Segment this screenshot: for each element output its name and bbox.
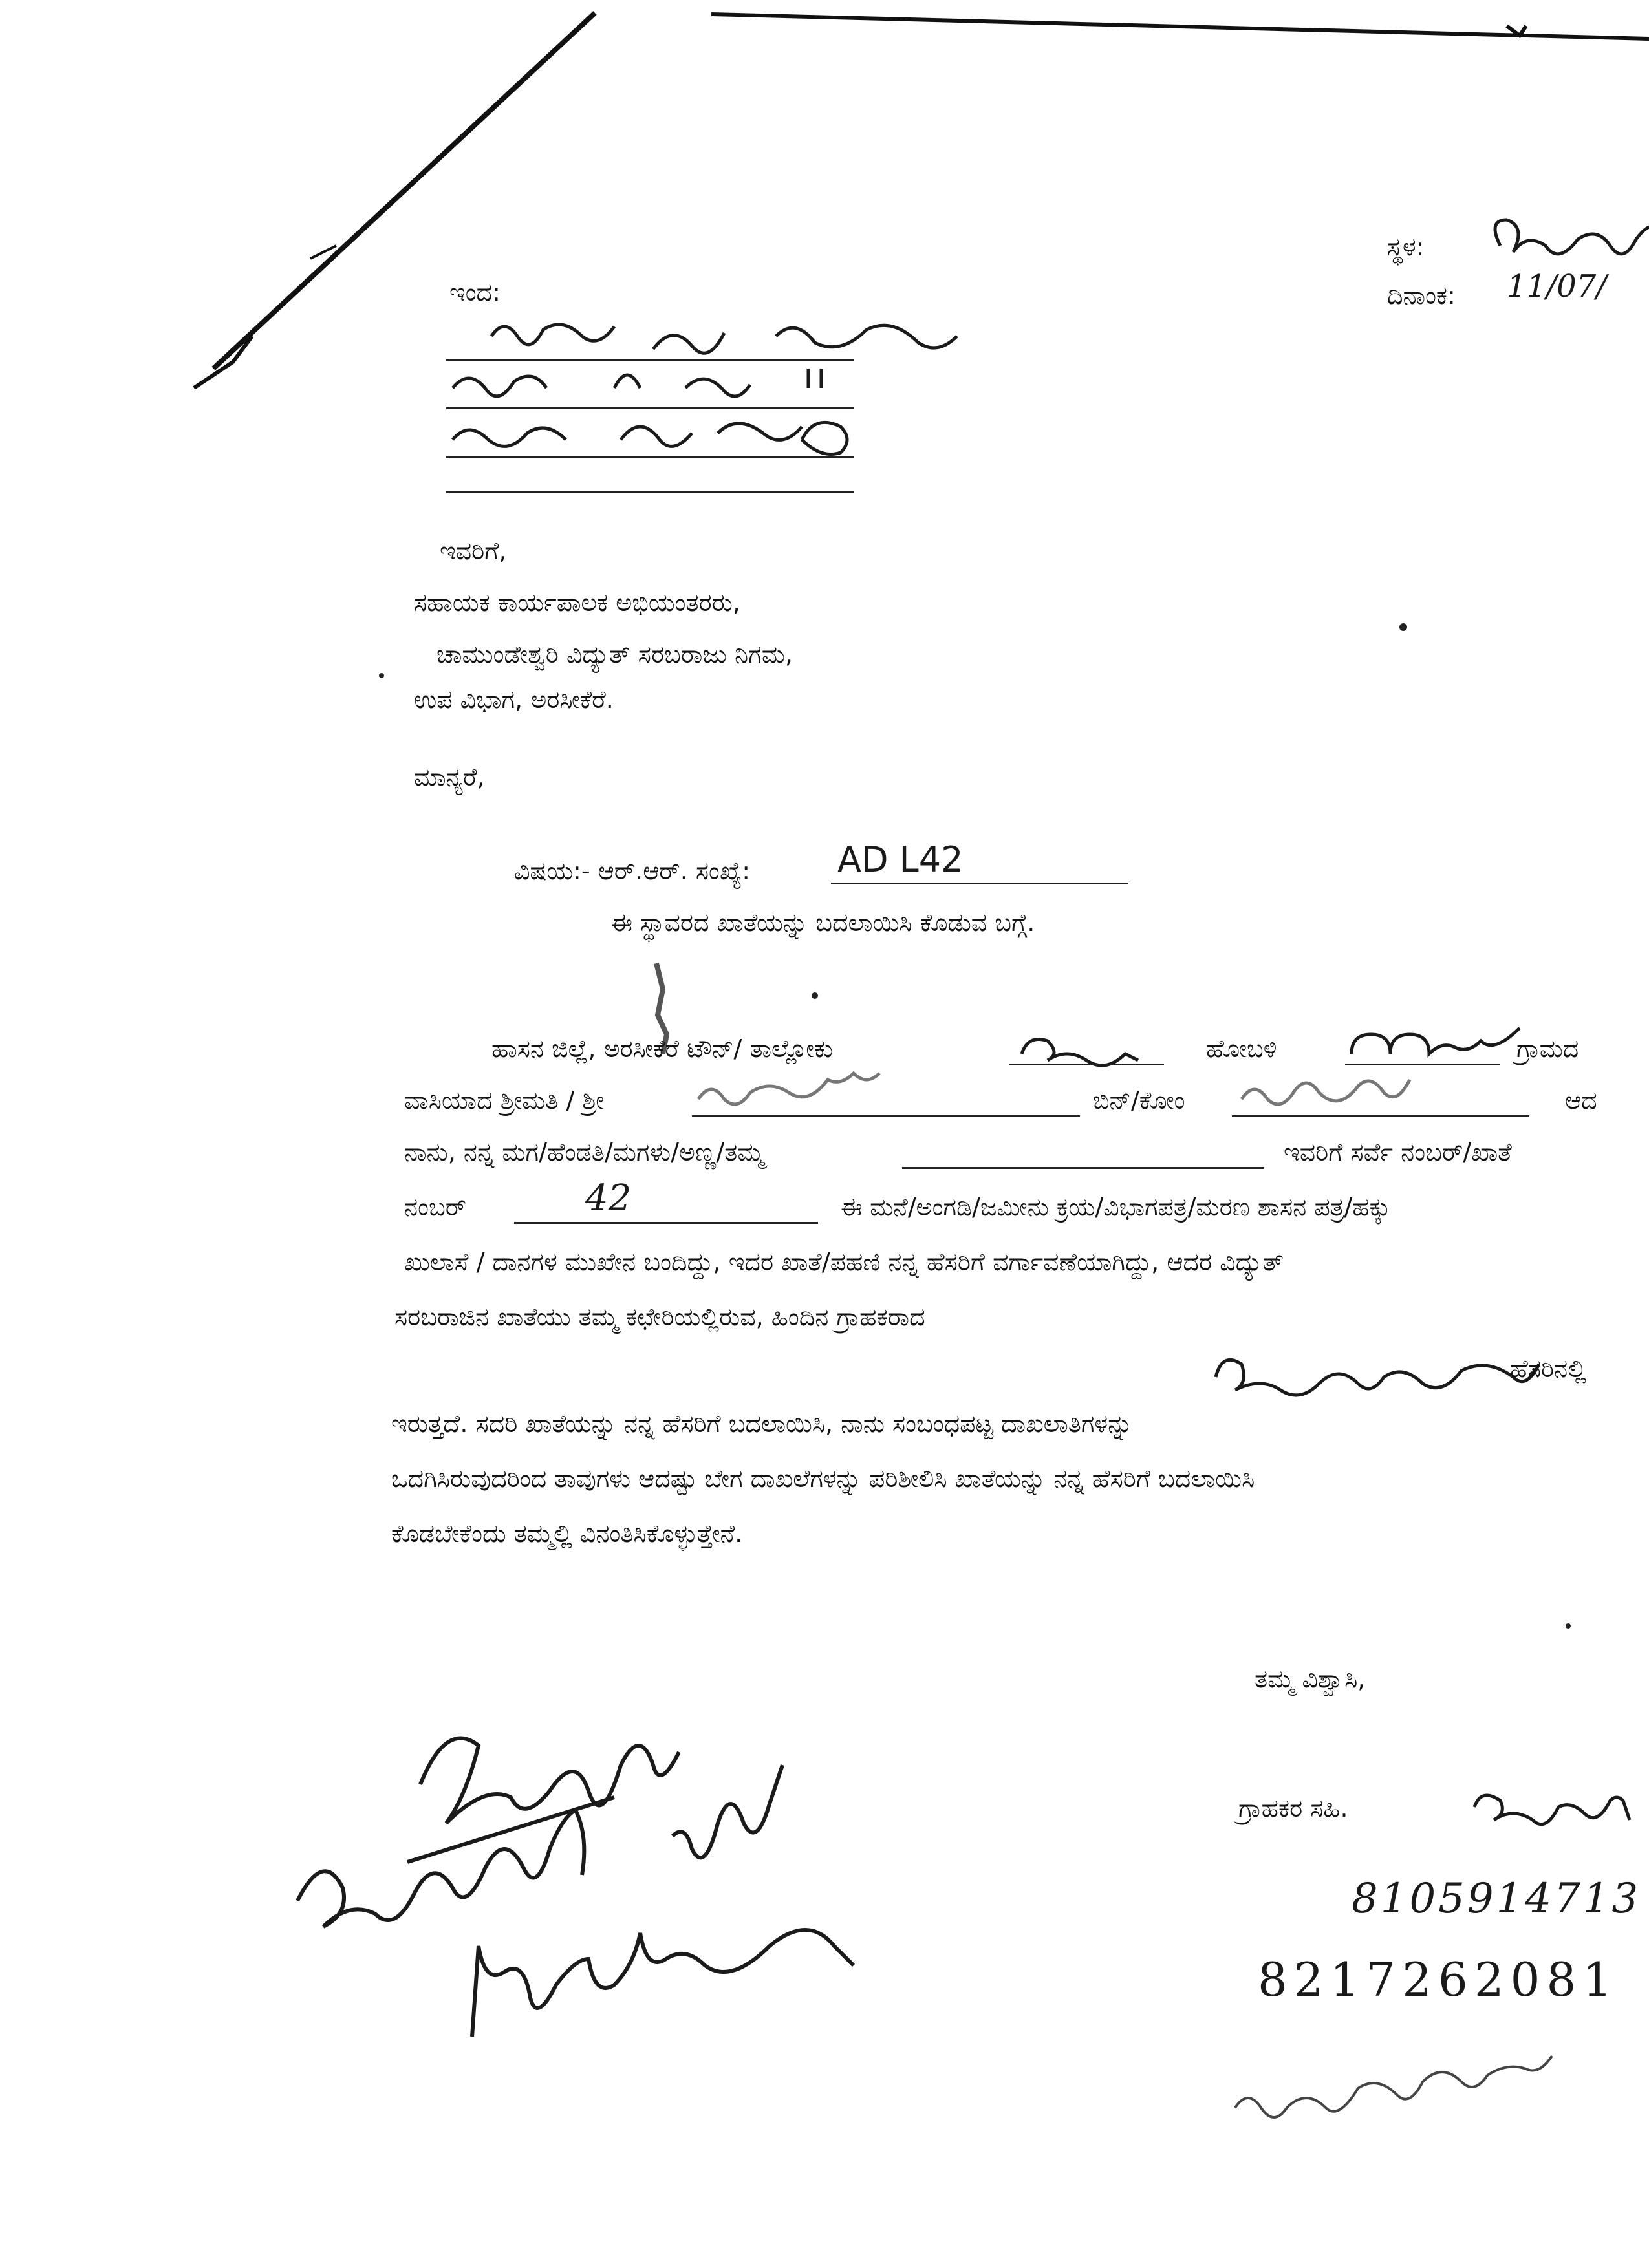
left-signature-1 (407, 1738, 679, 1862)
hobli-field (1345, 1064, 1500, 1065)
rr-number: AD L42 (837, 839, 964, 880)
survey-number-field (514, 1177, 818, 1224)
body-line-7-text: ಇರುತ್ತದೆ. ಸದರಿ ಖಾತೆಯನ್ನು ನನ್ನ ಹೆಸರಿಗೆ ಬದಲಾಯಿಸಿ, ನಾನು ಸಂಬಂಧಪಟ್ಟ ದಾಖಲಾತಿಗಳನ್ನು (391, 1409, 1133, 1438)
date-label: ದಿನಾಂಕ: (1387, 281, 1456, 310)
name-field (692, 1115, 1080, 1117)
taluk-field (1009, 1064, 1164, 1065)
salutation: ಮಾನ್ಯರೆ, (414, 763, 485, 791)
from-handwriting-line-2 (453, 369, 821, 396)
to-line-3: ಉಪ ವಿಭಾಗ, ಅರಸೀಕೆರೆ. (414, 685, 614, 714)
bottom-scribble (1235, 2056, 1552, 2117)
from-handwriting-line-3 (453, 422, 847, 454)
body-line-1c: ಗ್ರಾಮದ (1516, 1034, 1579, 1063)
taluk-handwriting (1022, 1040, 1138, 1066)
body-line-3a: ನಾನು, ನನ್ನ ಮಗ/ಹೆಂಡತಿ/ಮಗಳು/ಅಣ್ಣ/ತಮ್ಮ (404, 1138, 764, 1166)
from-handwriting-line-1 (491, 325, 957, 353)
father-name-handwriting (1242, 1080, 1410, 1104)
from-line-2 (446, 407, 854, 409)
date-value: 11/07/ (1507, 268, 1607, 305)
place-label: ಸ್ಥಳ: (1387, 233, 1425, 261)
to-line-2: ಚಾಮುಂಡೇಶ್ವರಿ ವಿದ್ಯುತ್ ಸರಬರಾಜು ನಿಗಮ, (436, 640, 793, 669)
to-label: ಇವರಿಗೆ, (440, 537, 507, 565)
from-line-1 (446, 359, 854, 361)
body-line-6b: ಹೆಸರಿನಲ್ಲಿ (1510, 1354, 1586, 1383)
phone-number-2: 8217262081 (1258, 1952, 1619, 2007)
to-line-1: ಸಹಾಯಕ ಕಾರ್ಯಪಾಲಕ ಅಭಿಯಂತರರು, (414, 588, 740, 617)
survey-number: 42 (585, 1177, 632, 1219)
name-handwriting (698, 1073, 879, 1104)
body-line-1a: ಹಾಸನ ಜಿಲ್ಲೆ, ಅರಸೀಕೆರೆ ಟೌನ್/ ತಾಲ್ಲೋಕು (491, 1034, 834, 1063)
body-line-6a: ಸರಬರಾಜಿನ ಖಾತೆಯು ತಮ್ಮ ಕಛೇರಿಯಲ್ಲಿರುವ, ಹಿಂದಿನ ಗ್ರಾಹಕರಾದ (394, 1303, 925, 1331)
left-signature-2 (297, 1765, 782, 1927)
body-line-4a: ನಂಬರ್ (404, 1193, 467, 1221)
subject-label: ವಿಷಯ:- ಆರ್.ಆರ್. ಸಂಖ್ಯೆ: (514, 857, 751, 885)
body-line-8: ಒದಗಿಸಿರುವುದರಿಂದ ತಾವುಗಳು ಆದಷ್ಟು ಬೇಗ ದಾಖಲೆಗಳನ್ನು ಪರಿಶೀಲಿಸಿ ಖಾತೆಯನ್ನು ನನ್ನ ಹೆಸರಿಗೆ ಬದಲಾಯಿಸಿ (391, 1464, 1255, 1493)
relation-field (902, 1167, 1264, 1169)
body-line-5: ಖುಲಾಸೆ / ದಾನಗಳ ಮುಖೇನ ಬಂದಿದ್ದು, ಇದರ ಖಾತೆ/ಪಹಣಿ ನನ್ನ ಹೆಸರಿಗೆ ವರ್ಗಾವಣೆಯಾಗಿದ್ದು, ಆದರ ವಿದ್ಯುತ್ (404, 1248, 1284, 1276)
from-label: ಇಂದ: (449, 278, 501, 306)
body-line-3b: ಇವರಿಗೆ ಸರ್ವೆ ನಂಬರ್/ಖಾತೆ (1284, 1138, 1512, 1166)
customer-signature (1474, 1795, 1630, 1824)
phone-number-1: 8105914713 (1352, 1875, 1641, 1923)
left-signature-3 (472, 1930, 854, 2037)
prior-customer-handwriting (1216, 1360, 1539, 1395)
body-line-9: ಕೊಡಬೇಕೆಂದು ತಮ್ಮಲ್ಲಿ ವಿನಂತಿಸಿಕೊಳ್ಳುತ್ತೇನೆ. (391, 1519, 743, 1548)
rr-number-field (831, 839, 1128, 884)
subject-line-2: ಈ ಸ್ಥಾವರದ ಖಾತೆಯನ್ನು ಬದಲಾಯಿಸಿ ಕೊಡುವ ಬಗ್ಗೆ. (611, 908, 1035, 937)
body-line-4b: ಈ ಮನೆ/ಅಂಗಡಿ/ಜಮೀನು ಕ್ರಯ/ವಿಭಾಗಪತ್ರ/ಮರಣ ಶಾಸನ ಪತ್ರ/ಹಕ್ಕು (841, 1193, 1391, 1221)
body-line-2c: ಆದ (1565, 1086, 1597, 1115)
father-name-field (1232, 1115, 1529, 1117)
hobli-handwriting (1352, 1028, 1520, 1054)
body-line-1b: ಹೋಬಳಿ (1206, 1034, 1277, 1063)
place-handwriting (1495, 220, 1649, 254)
body-line-2a: ವಾಸಿಯಾದ ಶ್ರೀಮತಿ / ಶ್ರೀ (404, 1086, 604, 1115)
body-line-2b: ಬಿನ್/ಕೋಂ (1093, 1086, 1185, 1115)
customer-sign-label: ಗ್ರಾಹಕರ ಸಹಿ. (1238, 1794, 1348, 1823)
from-line-4 (446, 491, 854, 493)
yours-faithfully: ತಮ್ಮ ವಿಶ್ವಾಸಿ, (1255, 1665, 1366, 1693)
from-line-3 (446, 456, 854, 458)
